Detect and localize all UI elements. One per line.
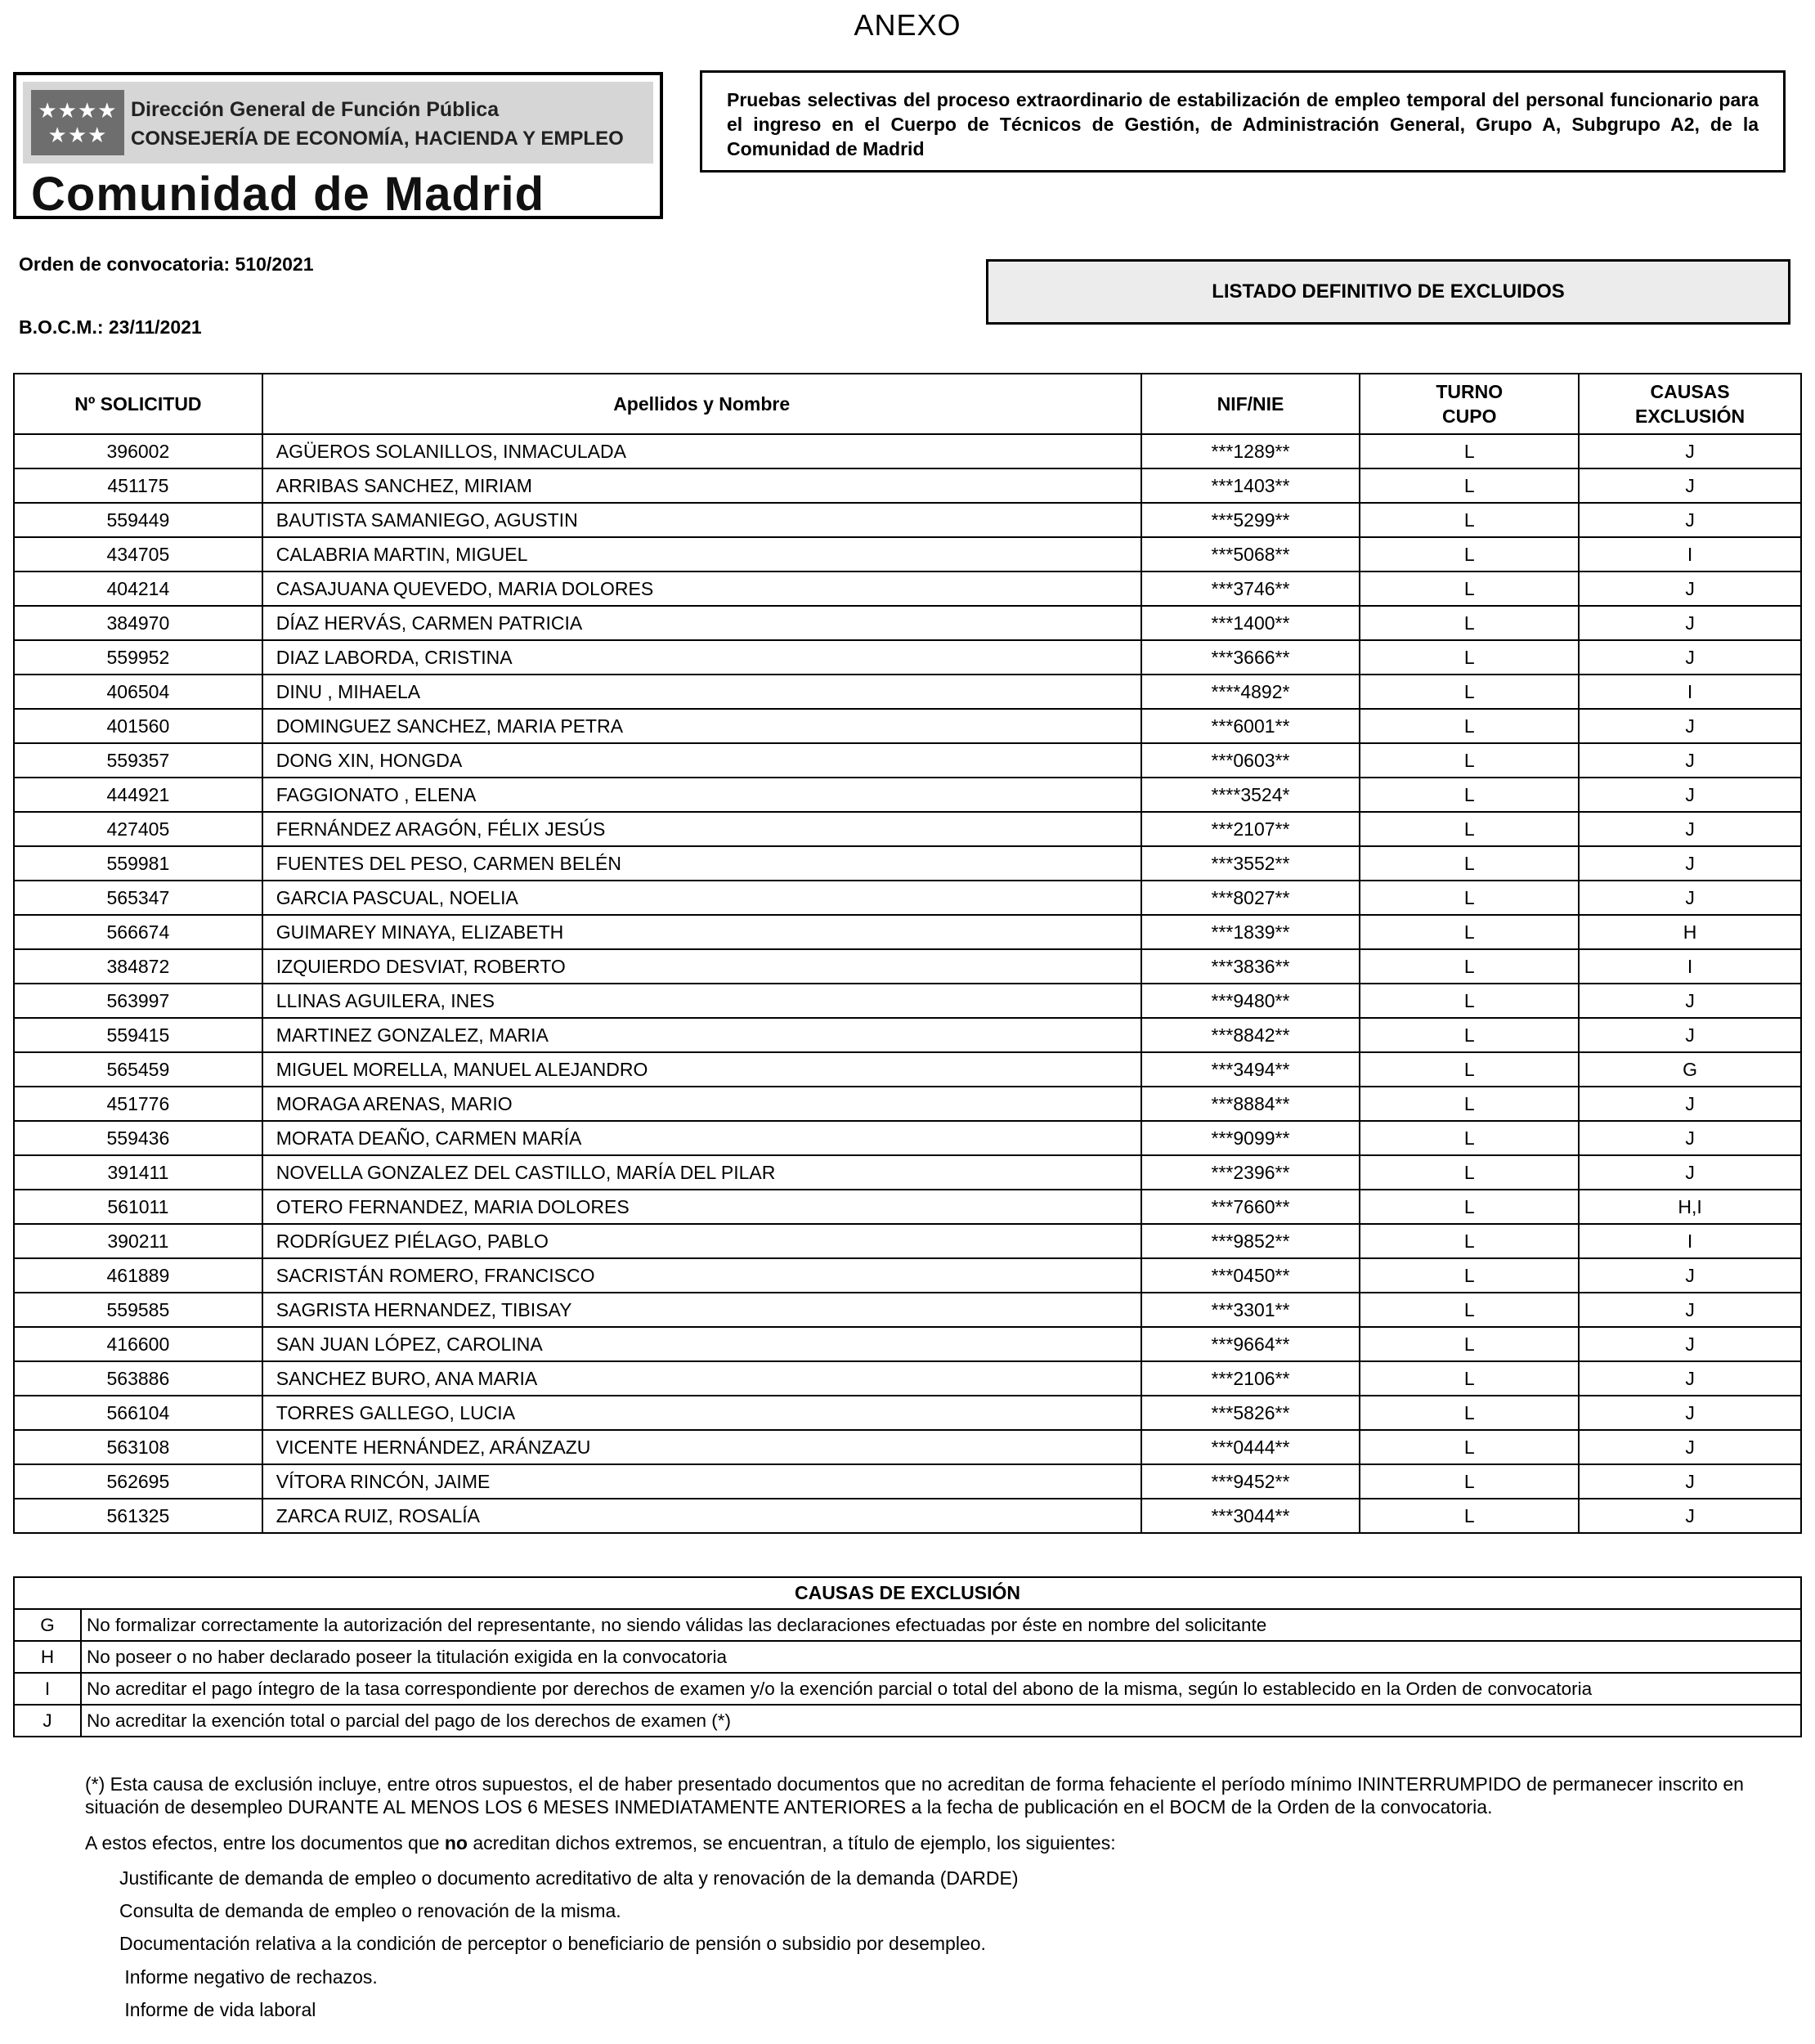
cell-turno: L xyxy=(1360,468,1579,503)
cell-nif: ***3044** xyxy=(1141,1499,1360,1533)
table-body xyxy=(14,434,1801,1533)
table-row xyxy=(14,778,1801,812)
bullet-text: Consulta de demanda de empleo o renovación de la misma. xyxy=(119,1900,621,1921)
cell-solicitud: 562695 xyxy=(14,1464,262,1499)
cell-turno: L xyxy=(1360,675,1579,709)
cell-causa: H xyxy=(1579,915,1801,949)
cell-turno: L xyxy=(1360,1155,1579,1190)
cell-nombre: DOMINGUEZ SANCHEZ, MARIA PETRA xyxy=(262,709,1141,743)
cell-turno: L xyxy=(1360,709,1579,743)
cell-nombre: VICENTE HERNÁNDEZ, ARÁNZAZU xyxy=(262,1430,1141,1464)
cell-solicitud: 566104 xyxy=(14,1396,262,1430)
table-row xyxy=(14,1224,1801,1258)
cell-nombre: MORAGA ARENAS, MARIO xyxy=(262,1087,1141,1121)
cell-causa: G xyxy=(1579,1052,1801,1087)
cell-solicitud: 396002 xyxy=(14,434,262,468)
logo-comunidad: Comunidad de Madrid xyxy=(31,168,544,221)
cell-nif: ***3836** xyxy=(1141,949,1360,984)
cell-causa: I xyxy=(1579,949,1801,984)
cell-causa: I xyxy=(1579,537,1801,572)
cell-nif: ***9664** xyxy=(1141,1327,1360,1361)
cell-turno: L xyxy=(1360,1361,1579,1396)
causa-code: J xyxy=(14,1705,81,1737)
header-causas xyxy=(1579,374,1801,434)
cell-solicitud: 565347 xyxy=(14,881,262,915)
cell-nif: ***3301** xyxy=(1141,1293,1360,1327)
cell-turno: L xyxy=(1360,778,1579,812)
cell-turno: L xyxy=(1360,1327,1579,1361)
cell-causa: J xyxy=(1579,1430,1801,1464)
table-row xyxy=(14,537,1801,572)
table-row xyxy=(14,1464,1801,1499)
table-row xyxy=(14,1396,1801,1430)
footnote-intro-no: no xyxy=(444,1832,468,1853)
table-row xyxy=(14,949,1801,984)
cell-turno: L xyxy=(1360,1190,1579,1224)
cell-causa: J xyxy=(1579,1361,1801,1396)
cell-turno: L xyxy=(1360,1258,1579,1293)
footnote-intro-a: A estos efectos, entre los documentos que xyxy=(85,1832,445,1853)
cell-solicitud: 559449 xyxy=(14,503,262,537)
table-row xyxy=(14,1121,1801,1155)
excluded-table xyxy=(13,373,1802,1534)
cell-nif: ***1839** xyxy=(1141,915,1360,949)
cell-nif: ***2106** xyxy=(1141,1361,1360,1396)
causa-row xyxy=(14,1673,1801,1705)
cell-solicitud: 434705 xyxy=(14,537,262,572)
logo-direccion: Dirección General de Función Pública xyxy=(131,98,500,121)
cell-solicitud: 561325 xyxy=(14,1499,262,1533)
table-row xyxy=(14,846,1801,881)
cell-nombre: DINU , MIHAELA xyxy=(262,675,1141,709)
cell-nombre: VÍTORA RINCÓN, JAIME xyxy=(262,1464,1141,1499)
table-row xyxy=(14,1258,1801,1293)
cell-turno: L xyxy=(1360,1499,1579,1533)
header-turno: TURNO xyxy=(1436,381,1504,402)
table-row xyxy=(14,1018,1801,1052)
cell-causa: J xyxy=(1579,1087,1801,1121)
cell-solicitud: 563997 xyxy=(14,984,262,1018)
bocm-date: B.O.C.M.: 23/11/2021 xyxy=(19,316,202,338)
cell-solicitud: 563108 xyxy=(14,1430,262,1464)
table-row xyxy=(14,1293,1801,1327)
cell-turno: L xyxy=(1360,537,1579,572)
table-header-row xyxy=(14,374,1801,434)
logo-consejeria: CONSEJERÍA DE ECONOMÍA, HACIENDA Y EMPLEO xyxy=(131,128,624,150)
cell-solicitud: 451776 xyxy=(14,1087,262,1121)
cell-turno: L xyxy=(1360,434,1579,468)
list-title: LISTADO DEFINITIVO DE EXCLUIDOS xyxy=(986,259,1790,325)
bullet-text: Documentación relativa a la condición de perceptor o beneficiario de pensión o subsidio por desempleo. xyxy=(119,1933,986,1954)
cell-nif: ***0444** xyxy=(1141,1430,1360,1464)
cell-causa: J xyxy=(1579,1258,1801,1293)
causa-description: No poseer o no haber declarado poseer la titulación exigida en la convocatoria xyxy=(81,1641,1801,1673)
cell-solicitud: 444921 xyxy=(14,778,262,812)
bullet-text: Justificante de demanda de empleo o documento acreditativo de alta y renovación de la demanda (DARDE) xyxy=(119,1867,1019,1889)
cell-solicitud: 416600 xyxy=(14,1327,262,1361)
cell-solicitud: 404214 xyxy=(14,572,262,606)
cell-nombre: TORRES GALLEGO, LUCIA xyxy=(262,1396,1141,1430)
table-row xyxy=(14,743,1801,778)
cell-causa: J xyxy=(1579,709,1801,743)
cell-causa: J xyxy=(1579,434,1801,468)
cell-nombre: GUIMAREY MINAYA, ELIZABETH xyxy=(262,915,1141,949)
cell-nombre: RODRÍGUEZ PIÉLAGO, PABLO xyxy=(262,1224,1141,1258)
footnote-bullet xyxy=(85,1932,986,1955)
table-row xyxy=(14,915,1801,949)
causa-code: H xyxy=(14,1641,81,1673)
causas-title: CAUSAS DE EXCLUSIÓN xyxy=(14,1577,1801,1609)
cell-nif: ***7660** xyxy=(1141,1190,1360,1224)
footnote-bullet xyxy=(85,1867,1019,1889)
cell-turno: L xyxy=(1360,1087,1579,1121)
cell-turno: L xyxy=(1360,1121,1579,1155)
cell-turno: L xyxy=(1360,606,1579,640)
header-cupo: CUPO xyxy=(1442,406,1497,427)
header-turno-cupo xyxy=(1360,374,1579,434)
footnote-bullet xyxy=(85,1966,378,1988)
cell-nif: ***3552** xyxy=(1141,846,1360,881)
cell-solicitud: 566674 xyxy=(14,915,262,949)
cell-nif: ***1400** xyxy=(1141,606,1360,640)
causas-table xyxy=(13,1576,1802,1737)
cell-solicitud: 406504 xyxy=(14,675,262,709)
cell-nombre: CASAJUANA QUEVEDO, MARIA DOLORES xyxy=(262,572,1141,606)
cell-nombre: ARRIBAS SANCHEZ, MIRIAM xyxy=(262,468,1141,503)
table-row xyxy=(14,881,1801,915)
cell-nombre: DÍAZ HERVÁS, CARMEN PATRICIA xyxy=(262,606,1141,640)
cell-nombre: SAN JUAN LÓPEZ, CAROLINA xyxy=(262,1327,1141,1361)
cell-nif: ***5826** xyxy=(1141,1396,1360,1430)
causa-row xyxy=(14,1641,1801,1673)
cell-nif: ***5068** xyxy=(1141,537,1360,572)
cell-nif: ***8884** xyxy=(1141,1087,1360,1121)
cell-turno: L xyxy=(1360,640,1579,675)
cell-nif: ***1403** xyxy=(1141,468,1360,503)
cell-nif: ***3494** xyxy=(1141,1052,1360,1087)
cell-turno: L xyxy=(1360,812,1579,846)
cell-nombre: BAUTISTA SAMANIEGO, AGUSTIN xyxy=(262,503,1141,537)
cell-causa: J xyxy=(1579,1293,1801,1327)
table-row xyxy=(14,572,1801,606)
cell-solicitud: 559585 xyxy=(14,1293,262,1327)
cell-nif: ***9099** xyxy=(1141,1121,1360,1155)
cell-causa: J xyxy=(1579,572,1801,606)
cell-causa: J xyxy=(1579,468,1801,503)
header-causas-line1: CAUSAS xyxy=(1650,381,1730,402)
cell-solicitud: 563886 xyxy=(14,1361,262,1396)
table-row xyxy=(14,1361,1801,1396)
cell-causa: J xyxy=(1579,606,1801,640)
cell-nif: ***9452** xyxy=(1141,1464,1360,1499)
cell-turno: L xyxy=(1360,1293,1579,1327)
cell-nombre: SAGRISTA HERNANDEZ, TIBISAY xyxy=(262,1293,1141,1327)
cell-solicitud: 559436 xyxy=(14,1121,262,1155)
cell-nif: ***0603** xyxy=(1141,743,1360,778)
causa-code: I xyxy=(14,1673,81,1705)
cell-nombre: MIGUEL MORELLA, MANUEL ALEJANDRO xyxy=(262,1052,1141,1087)
cell-solicitud: 559952 xyxy=(14,640,262,675)
cell-turno: L xyxy=(1360,1018,1579,1052)
cell-nombre: FAGGIONATO , ELENA xyxy=(262,778,1141,812)
cell-nif: ***8027** xyxy=(1141,881,1360,915)
cell-causa: H,I xyxy=(1579,1190,1801,1224)
orden-convocatoria: Orden de convocatoria: 510/2021 xyxy=(19,253,314,275)
cell-solicitud: 561011 xyxy=(14,1190,262,1224)
causa-row xyxy=(14,1705,1801,1737)
cell-turno: L xyxy=(1360,572,1579,606)
description-box: Pruebas selectivas del proceso extraordinario de estabilización de empleo temporal del personal funcionario para el ingreso en el Cuerpo de Técnicos de Gestión, de Administración General, Grupo A, Subgrupo A2, de la Comunidad de Madrid xyxy=(700,70,1786,173)
logo-banner xyxy=(23,82,653,164)
table-row xyxy=(14,640,1801,675)
table-row xyxy=(14,1155,1801,1190)
cell-causa: J xyxy=(1579,1327,1801,1361)
cell-causa: I xyxy=(1579,675,1801,709)
cell-nombre: LLINAS AGUILERA, INES xyxy=(262,984,1141,1018)
cell-turno: L xyxy=(1360,1464,1579,1499)
cell-turno: L xyxy=(1360,984,1579,1018)
cell-nombre: ZARCA RUIZ, ROSALÍA xyxy=(262,1499,1141,1533)
causa-code: G xyxy=(14,1609,81,1641)
cell-turno: L xyxy=(1360,1052,1579,1087)
causa-description: No acreditar la exención total o parcial del pago de los derechos de examen (*) xyxy=(81,1705,1801,1737)
cell-causa: J xyxy=(1579,778,1801,812)
cell-nif: ***9852** xyxy=(1141,1224,1360,1258)
cell-nif: ***2396** xyxy=(1141,1155,1360,1190)
table-row xyxy=(14,1190,1801,1224)
header-causas-line2: EXCLUSIÓN xyxy=(1634,406,1746,427)
cell-solicitud: 559415 xyxy=(14,1018,262,1052)
footnote-intro xyxy=(85,1831,1794,1854)
comunidad-madrid-logo xyxy=(13,72,663,219)
cell-causa: J xyxy=(1579,1396,1801,1430)
table-row xyxy=(14,1327,1801,1361)
cell-solicitud: 384970 xyxy=(14,606,262,640)
cell-causa: J xyxy=(1579,743,1801,778)
table-row xyxy=(14,1087,1801,1121)
cell-nombre: CALABRIA MARTIN, MIGUEL xyxy=(262,537,1141,572)
cell-solicitud: 559357 xyxy=(14,743,262,778)
cell-solicitud: 461889 xyxy=(14,1258,262,1293)
cell-nombre: FUENTES DEL PESO, CARMEN BELÉN xyxy=(262,846,1141,881)
cell-solicitud: 427405 xyxy=(14,812,262,846)
cell-solicitud: 384872 xyxy=(14,949,262,984)
cell-causa: J xyxy=(1579,881,1801,915)
causas-header-row xyxy=(14,1577,1801,1609)
cell-nif: ***2107** xyxy=(1141,812,1360,846)
cell-turno: L xyxy=(1360,743,1579,778)
cell-solicitud: 390211 xyxy=(14,1224,262,1258)
footnote-bullet xyxy=(85,1998,316,2021)
cell-nif: ***8842** xyxy=(1141,1018,1360,1052)
footnote-intro-b: acreditan dichos extremos, se encuentran, a título de ejemplo, los siguientes: xyxy=(467,1832,1116,1853)
cell-turno: L xyxy=(1360,1396,1579,1430)
cell-nombre: MARTINEZ GONZALEZ, MARIA xyxy=(262,1018,1141,1052)
cell-turno: L xyxy=(1360,846,1579,881)
cell-nombre: GARCIA PASCUAL, NOELIA xyxy=(262,881,1141,915)
cell-solicitud: 565459 xyxy=(14,1052,262,1087)
table-row xyxy=(14,709,1801,743)
cell-nombre: FERNÁNDEZ ARAGÓN, FÉLIX JESÚS xyxy=(262,812,1141,846)
header-nombre: Apellidos y Nombre xyxy=(262,374,1141,434)
table-row xyxy=(14,434,1801,468)
footnote-paragraph: (*) Esta causa de exclusión incluye, entre otros supuestos, el de haber presentado documentos que no acreditan de forma fehaciente el período mínimo ININTERRUMPIDO de permanecer inscrito en situación de desempleo DURANTE AL MENOS LOS 6 MESES INMEDIATAMENTE ANTERIORES a la fecha de publicación en el BOCM de la Orden de la convocatoria. xyxy=(85,1773,1744,1818)
table-row xyxy=(14,503,1801,537)
page-heading: ANEXO xyxy=(854,8,961,42)
cell-nif: ***6001** xyxy=(1141,709,1360,743)
causa-row xyxy=(14,1609,1801,1641)
cell-solicitud: 391411 xyxy=(14,1155,262,1190)
cell-causa: J xyxy=(1579,1499,1801,1533)
causa-description: No acreditar el pago íntegro de la tasa correspondiente por derechos de examen y/o la exención parcial o total del abono de la misma, según lo establecido en la Orden de convocatoria xyxy=(81,1673,1801,1705)
cell-nif: ****3524* xyxy=(1141,778,1360,812)
bullet-text: Informe negativo de rechazos. xyxy=(119,1966,378,1988)
flag-stars-icon: ★★★★ ★★★ xyxy=(31,90,124,155)
cell-causa: J xyxy=(1579,1155,1801,1190)
cell-nif: ***5299** xyxy=(1141,503,1360,537)
table-row xyxy=(14,1499,1801,1533)
cell-nif: ***0450** xyxy=(1141,1258,1360,1293)
table-row xyxy=(14,1052,1801,1087)
cell-nombre: MORATA DEAÑO, CARMEN MARÍA xyxy=(262,1121,1141,1155)
cell-causa: J xyxy=(1579,1018,1801,1052)
cell-nombre: OTERO FERNANDEZ, MARIA DOLORES xyxy=(262,1190,1141,1224)
cell-nombre: DIAZ LABORDA, CRISTINA xyxy=(262,640,1141,675)
cell-causa: I xyxy=(1579,1224,1801,1258)
cell-turno: L xyxy=(1360,915,1579,949)
cell-nif: ***1289** xyxy=(1141,434,1360,468)
cell-nif: ***9480** xyxy=(1141,984,1360,1018)
causa-description: No formalizar correctamente la autorización del representante, no siendo válidas las declaraciones efectuadas por éste en nombre del solicitante xyxy=(81,1609,1801,1641)
cell-causa: J xyxy=(1579,846,1801,881)
table-row xyxy=(14,984,1801,1018)
table-row xyxy=(14,1430,1801,1464)
table-row xyxy=(14,606,1801,640)
header-nif: NIF/NIE xyxy=(1141,374,1360,434)
table-row xyxy=(14,675,1801,709)
cell-solicitud: 451175 xyxy=(14,468,262,503)
cell-turno: L xyxy=(1360,949,1579,984)
causas-body xyxy=(14,1609,1801,1737)
cell-causa: J xyxy=(1579,503,1801,537)
cell-nombre: AGÜEROS SOLANILLOS, INMACULADA xyxy=(262,434,1141,468)
cell-solicitud: 559981 xyxy=(14,846,262,881)
cell-turno: L xyxy=(1360,881,1579,915)
cell-nif: ****4892* xyxy=(1141,675,1360,709)
cell-causa: J xyxy=(1579,640,1801,675)
cell-nombre: IZQUIERDO DESVIAT, ROBERTO xyxy=(262,949,1141,984)
footnote-bullet xyxy=(85,1899,621,1922)
cell-nombre: SACRISTÁN ROMERO, FRANCISCO xyxy=(262,1258,1141,1293)
cell-solicitud: 401560 xyxy=(14,709,262,743)
bullet-text: Informe de vida laboral xyxy=(119,1999,316,2020)
cell-turno: L xyxy=(1360,503,1579,537)
cell-nombre: NOVELLA GONZALEZ DEL CASTILLO, MARÍA DEL PILAR xyxy=(262,1155,1141,1190)
header-solicitud: Nº SOLICITUD xyxy=(14,374,262,434)
cell-nif: ***3666** xyxy=(1141,640,1360,675)
table-row xyxy=(14,812,1801,846)
cell-causa: J xyxy=(1579,812,1801,846)
cell-turno: L xyxy=(1360,1430,1579,1464)
cell-nombre: SANCHEZ BURO, ANA MARIA xyxy=(262,1361,1141,1396)
table-row xyxy=(14,468,1801,503)
cell-causa: J xyxy=(1579,1464,1801,1499)
cell-causa: J xyxy=(1579,984,1801,1018)
cell-nif: ***3746** xyxy=(1141,572,1360,606)
cell-causa: J xyxy=(1579,1121,1801,1155)
cell-nombre: DONG XIN, HONGDA xyxy=(262,743,1141,778)
cell-turno: L xyxy=(1360,1224,1579,1258)
